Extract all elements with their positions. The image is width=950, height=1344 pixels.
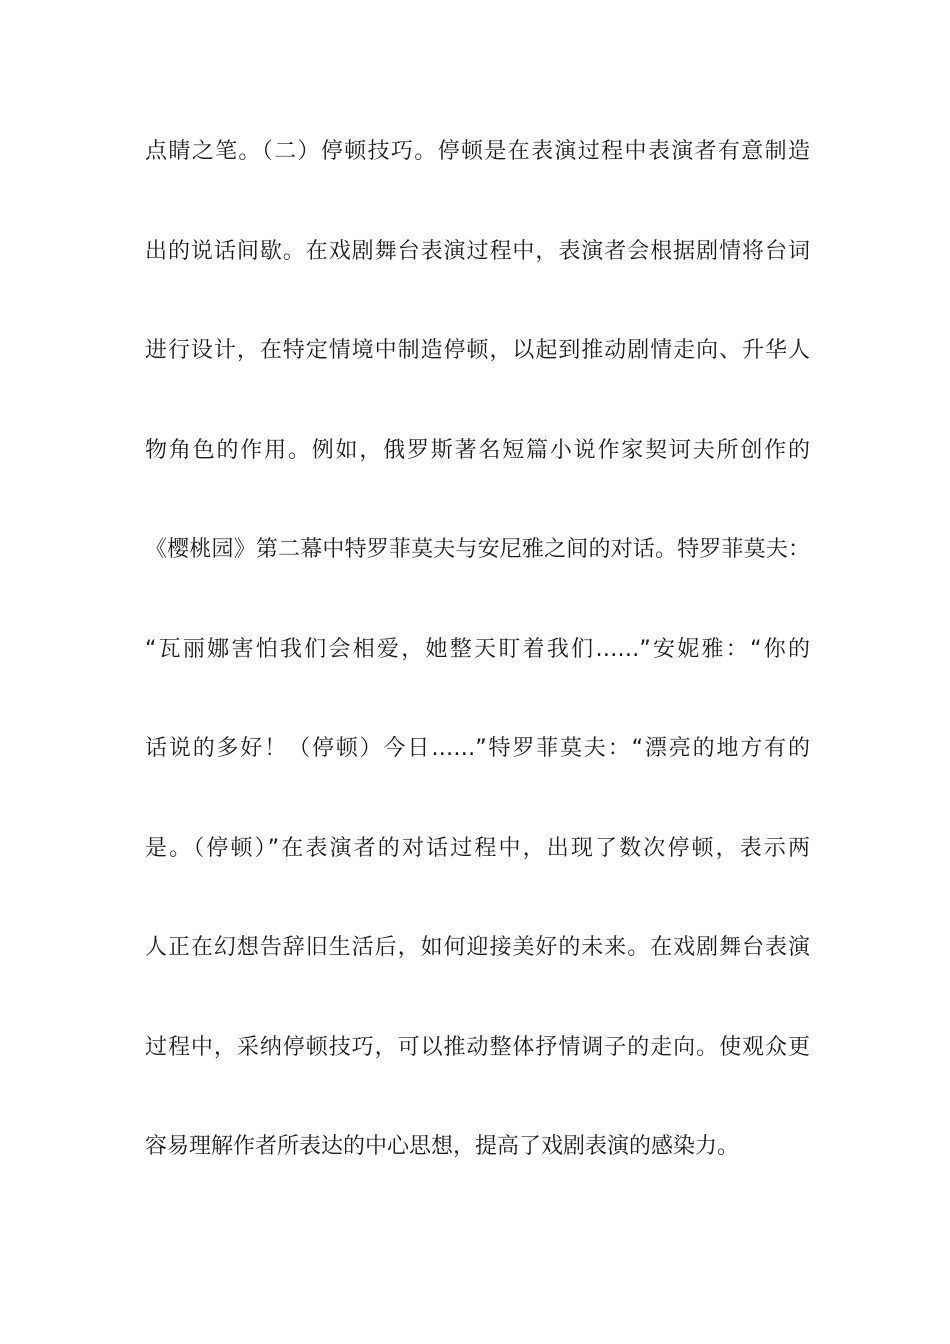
text-line: 物角色的作用。例如，俄罗斯著名短篇小说作家契诃夫所创作的 [145,437,810,463]
text-line: 人正在幻想告辞旧生活后，如何迎接美好的未来。在戏剧舞台表演 [145,935,810,960]
text-line: 话说的多好！（停顿）今日……”特罗菲莫夫：“漂亮的地方有的 [145,736,810,761]
text-line: “瓦丽娜害怕我们会相爱，她整天盯着我们……”安妮雅：“你的 [145,636,810,662]
text-line: 点睛之笔。（二）停顿技巧。停顿是在表演过程中表演者有意制造 [145,139,810,164]
text-line: 是。（停顿）”在表演者的对话过程中，出现了数次停顿，表示两 [145,835,810,861]
text-line: 出的说话间歇。在戏剧舞台表演过程中，表演者会根据剧情将台词 [145,238,810,264]
text-line: 《樱桃园》第二幕中特罗菲莫夫与安尼雅之间的对话。特罗菲莫夫： [145,537,810,562]
body-paragraph [145,130,810,1225]
text-line: 进行设计，在特定情境中制造停顿，以起到推动剧情走向、升华人 [145,338,810,363]
text-line: 过程中，采纳停顿技巧，可以推动整体抒情调子的走向。使观众更 [145,1034,810,1060]
text-line: 容易理解作者所表达的中心思想，提高了戏剧表演的感染力。 [145,1134,740,1159]
